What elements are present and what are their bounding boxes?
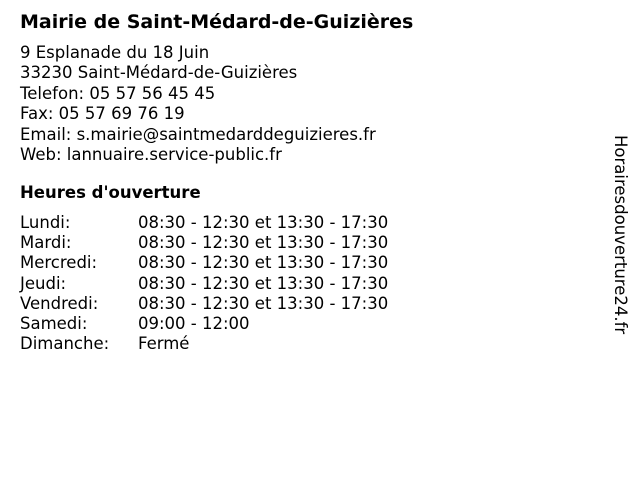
day-label: Mardi: — [20, 233, 72, 253]
time-value: 08:30 - 12:30 et 13:30 - 17:30 — [138, 273, 389, 293]
email-address: Email: s.mairie@saintmedarddeguizieres.fr — [20, 124, 376, 144]
day-label: Mercredi: — [20, 253, 98, 273]
fax-number: Fax: 05 57 69 76 19 — [20, 104, 185, 124]
street-address: 9 Esplanade du 18 Juin — [20, 43, 210, 62]
time-value: 08:30 - 12:30 et 13:30 - 17:30 — [138, 233, 389, 253]
phone-number: Telefon: 05 57 56 45 45 — [20, 83, 216, 103]
day-label: Samedi: — [20, 313, 88, 333]
day-label: Dimanche: — [20, 334, 110, 354]
day-label: Lundi: — [20, 213, 71, 232]
hours-heading: Heures d'ouverture — [20, 183, 201, 202]
time-value: 08:30 - 12:30 et 13:30 - 17:30 — [138, 293, 389, 313]
time-value: 08:30 - 12:30 et 13:30 - 17:30 — [138, 253, 389, 273]
site-credit: Horairesdouverture24.fr — [611, 135, 630, 335]
contact-block — [20, 43, 376, 165]
time-value: 09:00 - 12:00 — [138, 313, 250, 333]
day-label: Vendredi: — [20, 293, 99, 313]
page-title: Mairie de Saint-Médard-de-Guizières — [20, 11, 414, 33]
website: Web: lannuaire.service-public.fr — [20, 144, 282, 164]
time-value: 08:30 - 12:30 et 13:30 - 17:30 — [138, 213, 389, 232]
time-value: Fermé — [138, 334, 190, 354]
day-label: Jeudi: — [20, 273, 67, 293]
city-address: 33230 Saint-Médard-de-Guizières — [20, 63, 298, 83]
